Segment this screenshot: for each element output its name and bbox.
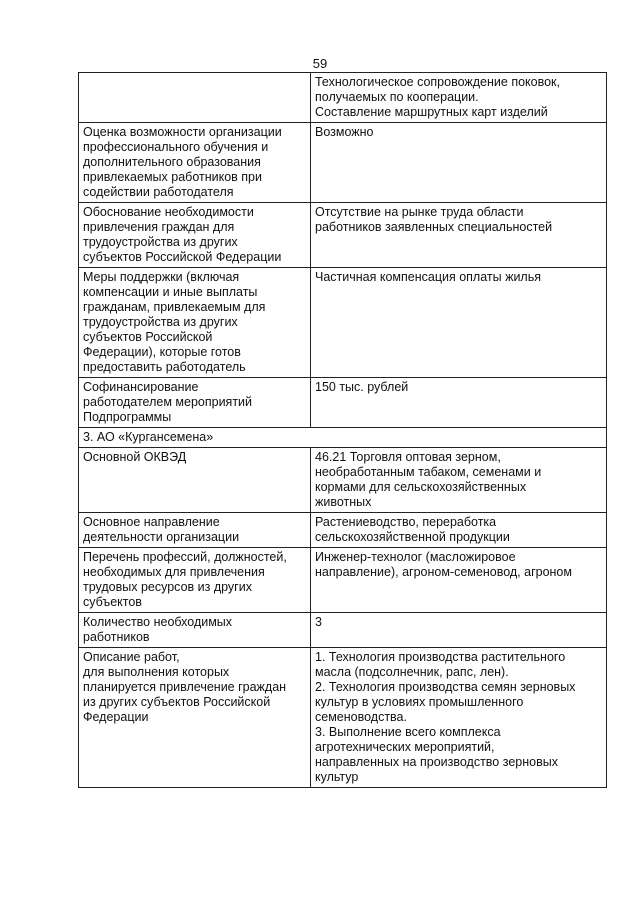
cell-text-line: Софинансирование bbox=[83, 380, 199, 394]
cell-text-line: субъектов Российской Федерации bbox=[83, 250, 282, 264]
cell-text-line: Подпрограммы bbox=[83, 410, 172, 424]
cell-text-line: Основной ОКВЭД bbox=[83, 450, 187, 464]
cell-text-line: Федерации), которые готов bbox=[83, 345, 241, 359]
cell-text-line: получаемых по кооперации. bbox=[315, 90, 479, 104]
table-row bbox=[79, 428, 607, 448]
cell-text-line: Технологическое сопровождение поковок, bbox=[315, 75, 560, 89]
value-cell bbox=[311, 268, 607, 378]
cell-text-line: агротехнических мероприятий, bbox=[315, 740, 495, 754]
cell-text-line: привлекаемых работников при bbox=[83, 170, 262, 184]
cell-text-line: сельскохозяйственной продукции bbox=[315, 530, 510, 544]
cell-text-line: Описание работ, bbox=[83, 650, 180, 664]
cell-text-line: гражданам, привлекаемым для bbox=[83, 300, 266, 314]
cell-text-line: планируется привлечение граждан bbox=[83, 680, 287, 694]
cell-text-line: 150 тыс. рублей bbox=[315, 380, 409, 394]
value-cell bbox=[311, 448, 607, 513]
cell-text-line: животных bbox=[315, 495, 372, 509]
cell-text-line: Количество необходимых bbox=[83, 615, 233, 629]
cell-text-line: необработанным табаком, семенами и bbox=[315, 465, 542, 479]
table-row bbox=[79, 613, 607, 648]
label-cell bbox=[79, 513, 311, 548]
value-cell bbox=[311, 613, 607, 648]
cell-text-line: кормами для сельскохозяйственных bbox=[315, 480, 527, 494]
table-row bbox=[79, 513, 607, 548]
info-table bbox=[78, 72, 607, 788]
value-cell bbox=[311, 513, 607, 548]
cell-text-line: профессионального обучения и bbox=[83, 140, 269, 154]
value-cell bbox=[311, 648, 607, 788]
cell-text-line: из других субъектов Российской bbox=[83, 695, 271, 709]
cell-text-line: трудоустройства из других bbox=[83, 315, 238, 329]
cell-text-line: Федерации bbox=[83, 710, 149, 724]
value-cell bbox=[311, 123, 607, 203]
label-cell bbox=[79, 203, 311, 268]
cell-text-line: культур в условиях промышленного bbox=[315, 695, 524, 709]
cell-text-line: привлечения граждан для bbox=[83, 220, 235, 234]
label-cell bbox=[79, 268, 311, 378]
cell-text-line: дополнительного образования bbox=[83, 155, 261, 169]
cell-text-line: направленных на производство зерновых bbox=[315, 755, 558, 769]
cell-text-line: субъектов Российской bbox=[83, 330, 213, 344]
label-cell bbox=[79, 613, 311, 648]
table-row bbox=[79, 548, 607, 613]
cell-text-line: Оценка возможности организации bbox=[83, 125, 282, 139]
label-cell bbox=[79, 548, 311, 613]
cell-text-line: для выполнения которых bbox=[83, 665, 230, 679]
cell-text-line: трудоустройства из других bbox=[83, 235, 238, 249]
cell-text-line: деятельности организации bbox=[83, 530, 240, 544]
value-cell bbox=[311, 548, 607, 613]
cell-text-line: Составление маршрутных карт изделий bbox=[315, 105, 548, 119]
label-cell bbox=[79, 123, 311, 203]
cell-text-line: культур bbox=[315, 770, 359, 784]
cell-text-line: Частичная компенсация оплаты жилья bbox=[315, 270, 542, 284]
cell-text-line: работников заявленных специальностей bbox=[315, 220, 553, 234]
section-heading: 3. АО «Кургансемена» bbox=[79, 428, 607, 448]
table-row bbox=[79, 203, 607, 268]
cell-text-line: Перечень профессий, должностей, bbox=[83, 550, 287, 564]
page-number: 59 bbox=[312, 56, 328, 71]
cell-text-line: необходимых для привлечения bbox=[83, 565, 265, 579]
cell-text-line: 3. Выполнение всего комплекса bbox=[315, 725, 501, 739]
cell-text-line: трудовых ресурсов из других bbox=[83, 580, 252, 594]
label-cell bbox=[79, 73, 311, 123]
cell-text-line: 1. Технология производства растительного bbox=[315, 650, 566, 664]
cell-text-line: Отсутствие на рынке труда области bbox=[315, 205, 524, 219]
cell-text-line: Инженер-технолог (масложировое bbox=[315, 550, 516, 564]
cell-text-line: 46.21 Торговля оптовая зерном, bbox=[315, 450, 501, 464]
cell-text-line: содействии работодателя bbox=[83, 185, 234, 199]
value-cell bbox=[311, 378, 607, 428]
table-row bbox=[79, 73, 607, 123]
cell-text-line: 2. Технология производства семян зерновых bbox=[315, 680, 576, 694]
table-row bbox=[79, 648, 607, 788]
cell-text-line: предоставить работодатель bbox=[83, 360, 246, 374]
cell-text-line: Обоснование необходимости bbox=[83, 205, 254, 219]
cell-text-line: 3 bbox=[315, 615, 322, 629]
cell-text-line: Растениеводство, переработка bbox=[315, 515, 497, 529]
label-cell bbox=[79, 378, 311, 428]
cell-text-line: масла (подсолнечник, рапс, лен). bbox=[315, 665, 509, 679]
cell-text-line: компенсации и иные выплаты bbox=[83, 285, 258, 299]
cell-text-line: Возможно bbox=[315, 125, 374, 139]
cell-text-line: работников bbox=[83, 630, 150, 644]
value-cell bbox=[311, 203, 607, 268]
label-cell bbox=[79, 448, 311, 513]
cell-text-line: направление), агроном-семеновод, агроном bbox=[315, 565, 572, 579]
table-row bbox=[79, 123, 607, 203]
value-cell bbox=[311, 73, 607, 123]
label-cell bbox=[79, 648, 311, 788]
table-row bbox=[79, 268, 607, 378]
cell-text-line: семеноводства. bbox=[315, 710, 407, 724]
cell-text-line: субъектов bbox=[83, 595, 142, 609]
cell-text-line: Меры поддержки (включая bbox=[83, 270, 240, 284]
table-row bbox=[79, 448, 607, 513]
table-row bbox=[79, 378, 607, 428]
cell-text-line: работодателем мероприятий bbox=[83, 395, 253, 409]
cell-text-line: Основное направление bbox=[83, 515, 220, 529]
